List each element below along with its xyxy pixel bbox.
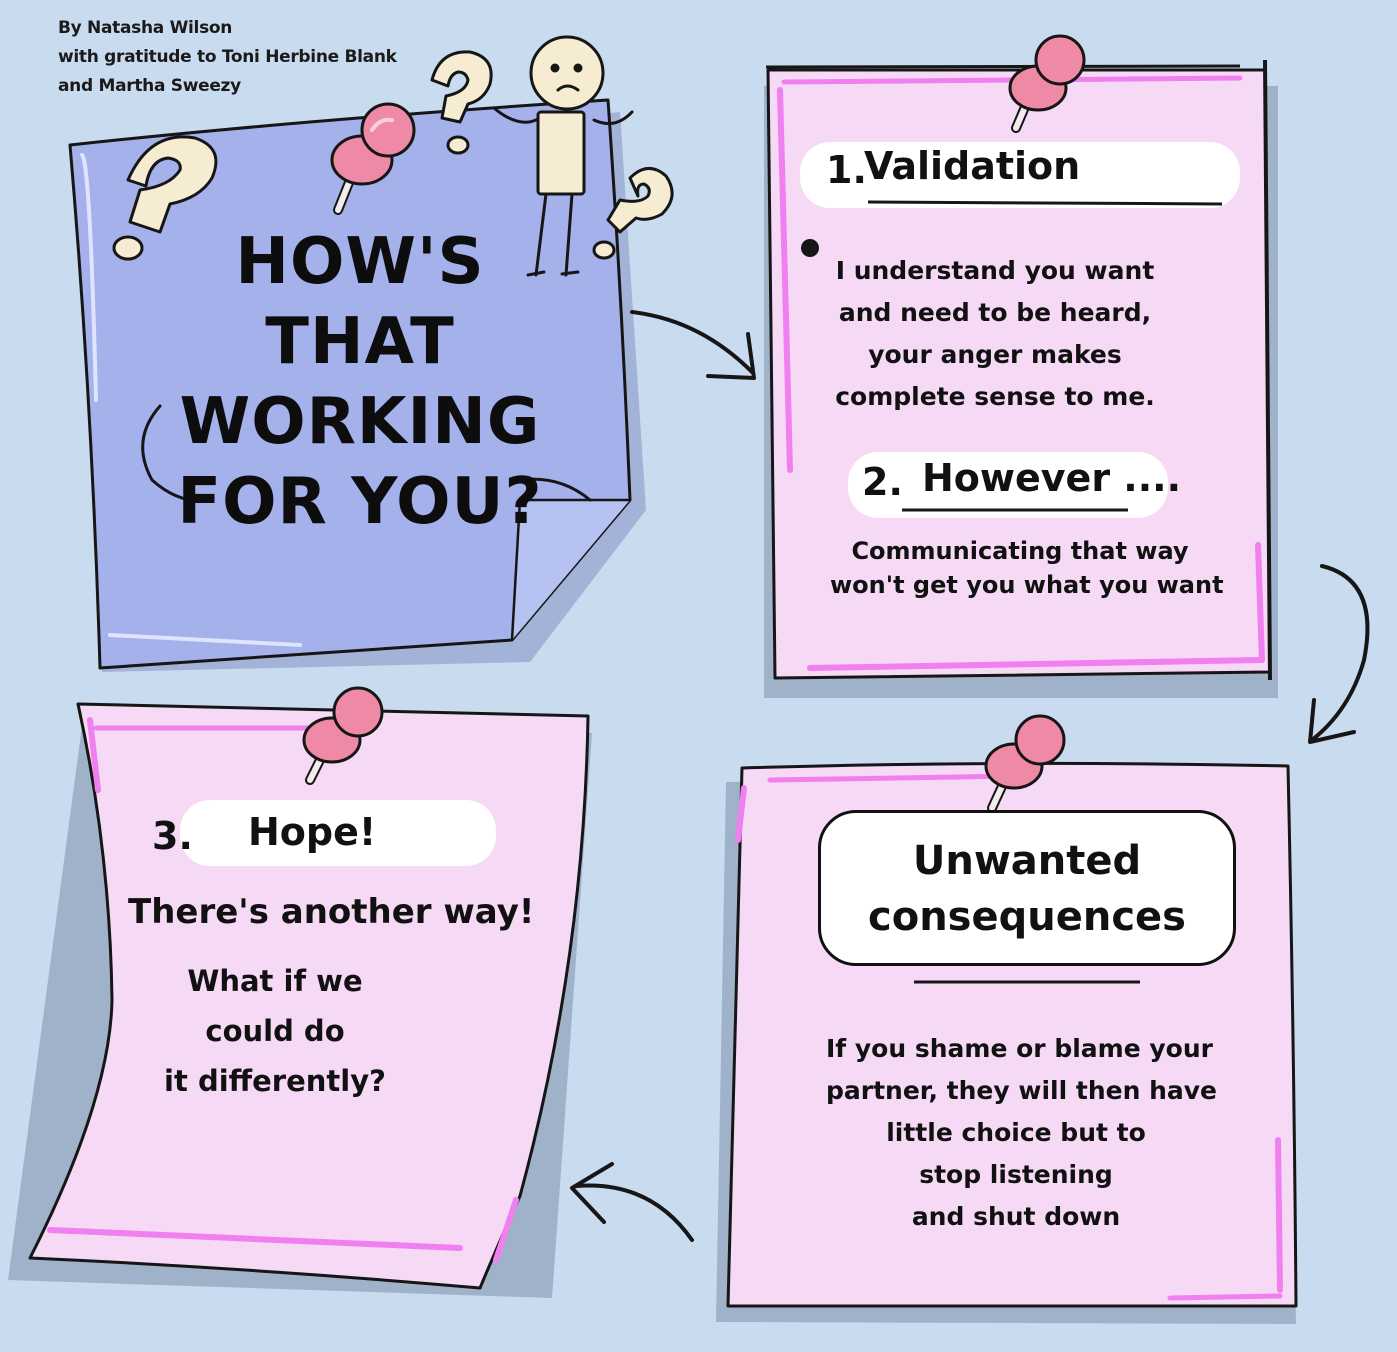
credit-author: By Natasha Wilson xyxy=(58,18,233,38)
step1-label: Validation xyxy=(864,144,1081,188)
consequences-line: little choice but to xyxy=(886,1118,1146,1147)
step3-body xyxy=(140,956,410,1106)
step3-subtitle: There's another way! xyxy=(128,892,535,932)
step2-line: won't get you what you want xyxy=(830,571,1224,599)
step2-number: 2. xyxy=(862,460,903,504)
title-line: WORKING xyxy=(179,385,541,459)
step1-line: your anger makes xyxy=(868,340,1122,369)
consequences-body xyxy=(826,1028,1217,1238)
step1-line: complete sense to me. xyxy=(835,382,1155,411)
consequences-title-line: Unwanted xyxy=(912,838,1142,884)
arrow-icon xyxy=(632,312,754,378)
consequences-line: and shut down xyxy=(911,1202,1121,1231)
validation-underline xyxy=(868,202,1222,204)
step1-number: 1. xyxy=(826,148,867,192)
consequences-title-line: consequences xyxy=(868,894,1186,940)
bullet-dot xyxy=(801,239,819,257)
step3-number: 3. xyxy=(152,814,193,858)
consequences-line: partner, they will then have xyxy=(826,1076,1217,1105)
step1-line: I understand you want xyxy=(835,256,1155,285)
step2-label: However .... xyxy=(922,456,1182,500)
consequences-line: If you shame or blame your xyxy=(826,1034,1213,1063)
arrow-icon xyxy=(572,1164,692,1240)
step1-line: and need to be heard, xyxy=(838,298,1152,327)
step2-body xyxy=(830,534,1224,602)
title-line: HOW'S xyxy=(235,225,485,299)
title-line: THAT xyxy=(265,305,455,379)
credit-gratitude-2: and Martha Sweezy xyxy=(58,76,241,96)
credits xyxy=(58,14,397,101)
step3-line: could do xyxy=(205,1014,345,1048)
title-line: FOR YOU? xyxy=(177,465,543,539)
step3-line: What if we xyxy=(187,964,363,998)
step1-body xyxy=(820,250,1170,418)
credit-gratitude: with gratitude to Toni Herbine Blank xyxy=(58,47,397,67)
consequences-title-box xyxy=(818,810,1236,966)
step3-label: Hope! xyxy=(248,810,377,854)
main-title xyxy=(140,222,580,542)
consequences-line: stop listening xyxy=(919,1160,1113,1189)
step2-line: Communicating that way xyxy=(851,537,1189,565)
step3-line: it differently? xyxy=(164,1064,386,1098)
arrow-icon xyxy=(1310,566,1367,742)
